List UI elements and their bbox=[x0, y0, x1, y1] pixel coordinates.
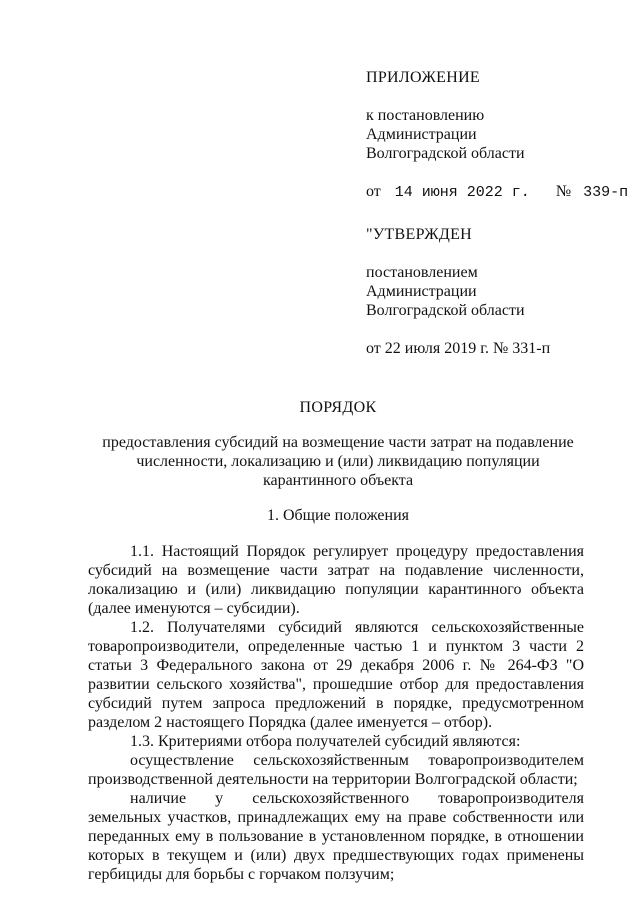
approved-line: постановлением bbox=[366, 264, 478, 281]
approved-line: Волгоградской области bbox=[366, 302, 525, 319]
appendix-date: 14 июня 2022 г. bbox=[394, 184, 530, 201]
paragraph-1-3: 1.3. Критериями отбора получателей субсидий являются: bbox=[130, 733, 521, 750]
appendix-date-line bbox=[366, 182, 629, 202]
paragraph-1-2: 1.2. Получателями субсидий являются сельскохозяйственные товаропроизводители, определенные частью 1 и пунктом 3 части 2 статьи 3 Федерального закона от 29 декабря 2006 г. № 264-ФЗ "О развитии сельского хозяйства", прошедшие отбор для предоставления субсидий путем запроса предложений в порядке, предусмотренном разделом 2 настоящего Порядка (далее именуется – отбор). bbox=[88, 619, 584, 731]
approved-lines bbox=[366, 263, 626, 320]
criterion-paragraph: наличие у сельскохозяйственного товаропроизводителя земельных участков, принадлежащих ему на праве собственности или переданных ему в пользование в установленном порядке, в отношении которых в текущем и (или) двух предшествующих годах применены гербициды для борьбы с горчаком ползучим; bbox=[88, 790, 584, 883]
appendix-line: Волгоградской области bbox=[366, 145, 525, 162]
appendix-number: 339-п bbox=[583, 184, 629, 201]
appendix-line: Администрации bbox=[366, 126, 477, 143]
number-sign: № bbox=[555, 183, 572, 200]
document-subtitle: предоставления субсидий на возмещение части затрат на подавление численности, локализацию и (или) ликвидацию популяции карантинного объекта bbox=[102, 434, 574, 489]
paragraph-1-1: 1.1. Настоящий Порядок регулирует процедуру предоставления субсидий на возмещение части затрат на подавление численности, локализацию и (или) ликвидацию популяции карантинного объекта (далее именуются – субсидии). bbox=[88, 543, 584, 617]
approved-heading: "УТВЕРЖДЕН bbox=[366, 226, 472, 243]
approved-block bbox=[366, 225, 626, 358]
appendix-heading: ПРИЛОЖЕНИЕ bbox=[366, 69, 481, 86]
document-body bbox=[88, 542, 584, 884]
date-prefix: от bbox=[366, 183, 381, 200]
approved-line: Администрации bbox=[366, 283, 477, 300]
appendix-block bbox=[366, 68, 629, 202]
section-title: 1. Общие положения bbox=[266, 507, 410, 524]
appendix-lines bbox=[366, 106, 626, 163]
appendix-line: к постановлению bbox=[366, 107, 485, 124]
approved-date-line: от 22 июля 2019 г. № 331-п bbox=[366, 340, 551, 357]
criterion-paragraph: осуществление сельскохозяйственным товаропроизводителем производственной деятельности на территории Волгоградской области; bbox=[88, 752, 584, 788]
document-title: ПОРЯДОК bbox=[299, 399, 377, 416]
